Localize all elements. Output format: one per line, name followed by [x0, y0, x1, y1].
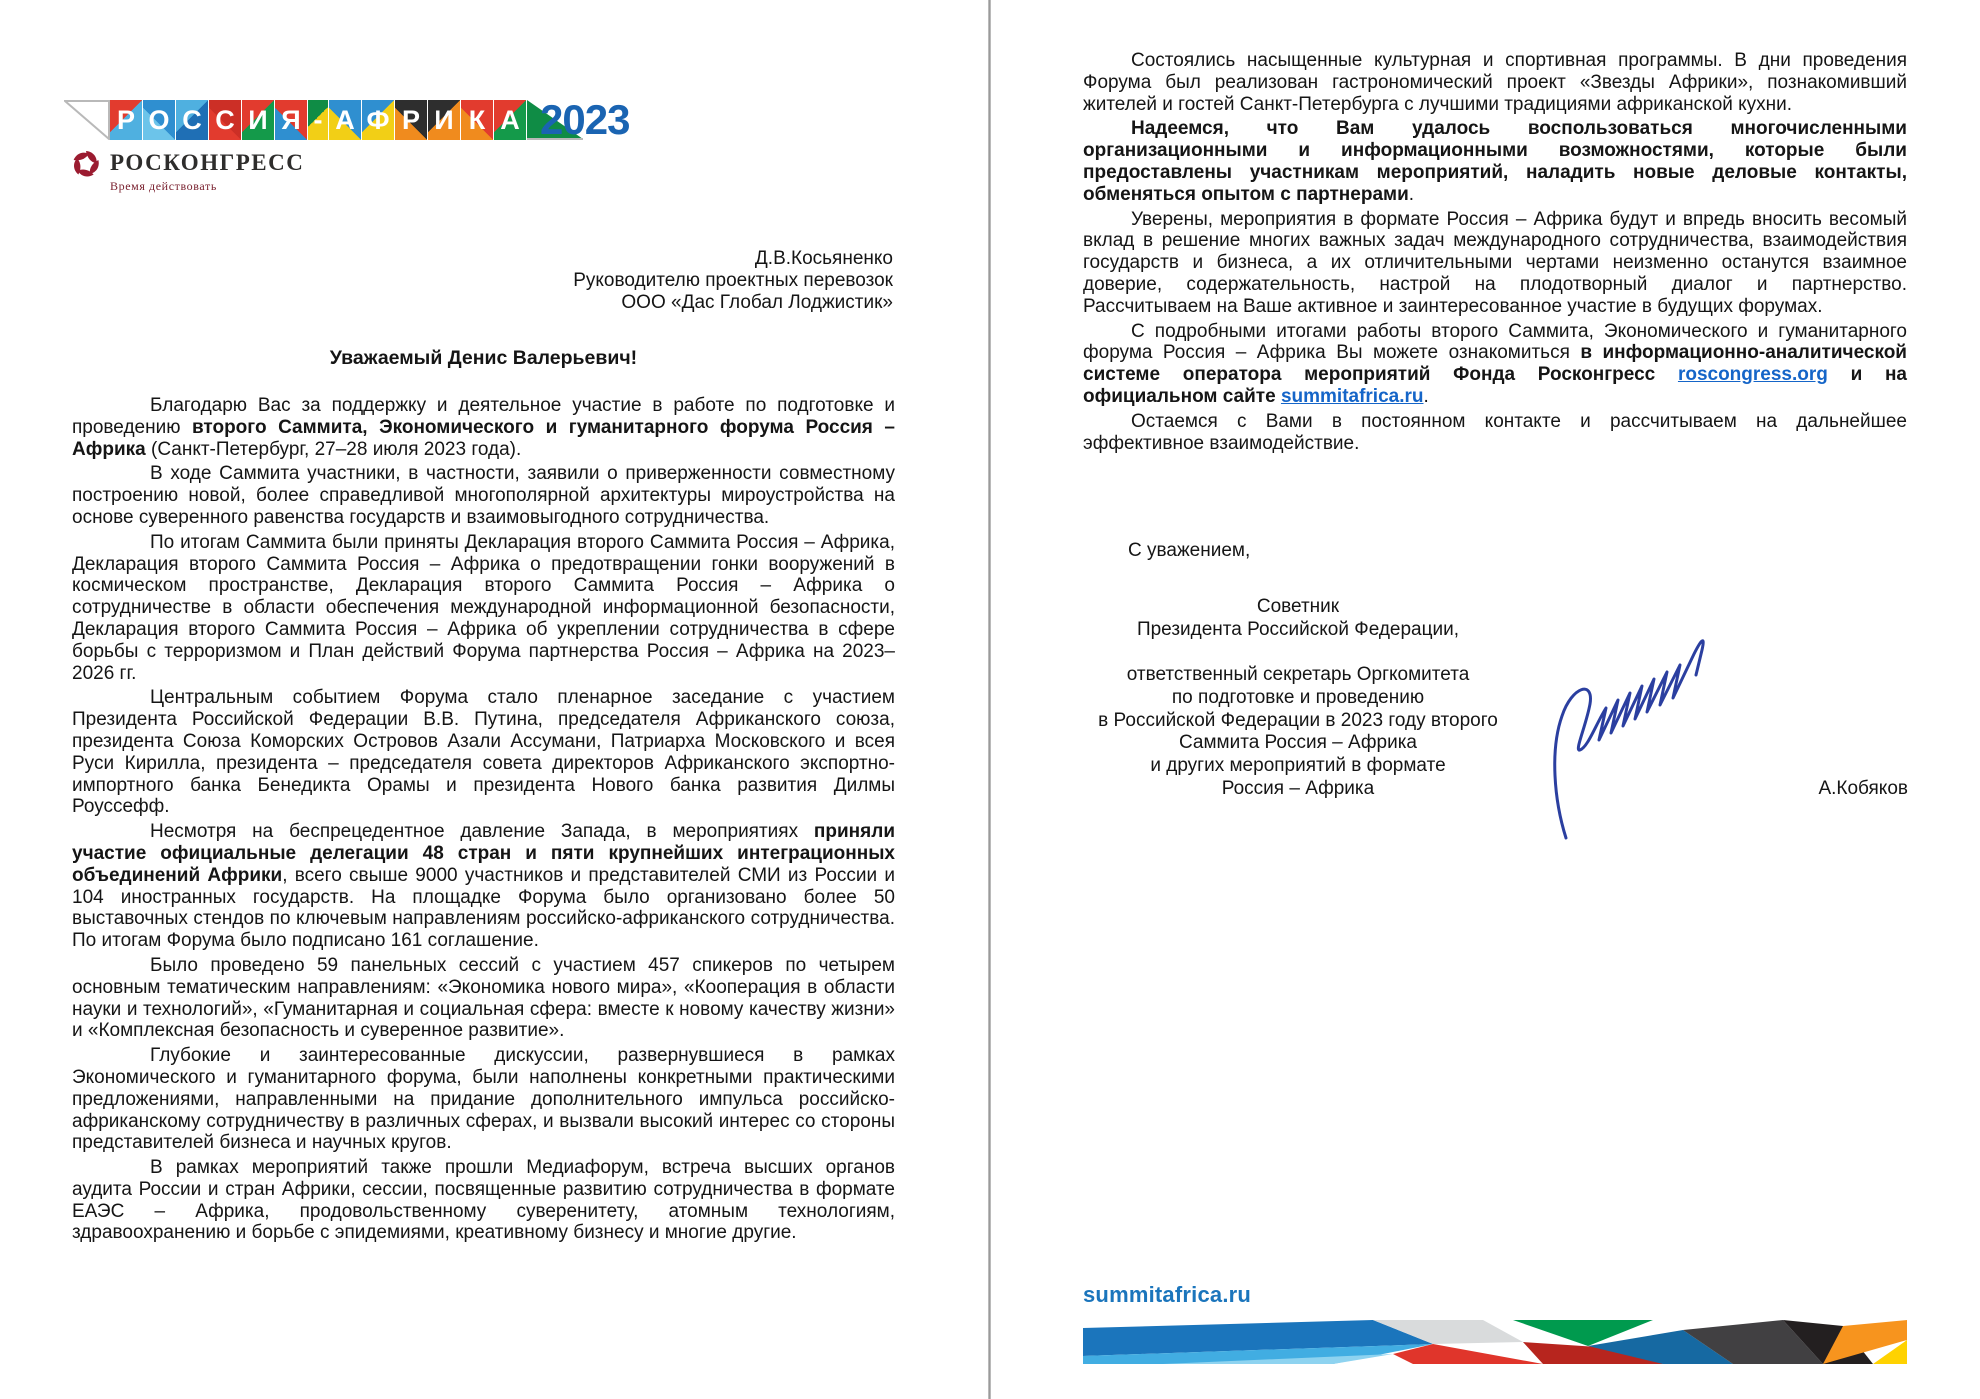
logo-letter-tile: Ф — [362, 100, 394, 140]
text-segment: (Санкт-Петербург, 27–28 июля 2023 года). — [145, 438, 522, 460]
roscongress-tagline: Время действовать — [110, 179, 217, 193]
logo-letter-tile: С — [209, 100, 241, 140]
text-segment: Состоялись насыщенные культурная и спортивная программы. В дни проведения Форума был реализован гастрономический проект «Звезды Африки», познакомивший жителей и гостей Санкт-Петербурга с лучшими традициями африканской кухни. — [1083, 50, 1907, 115]
roscongress-logo — [70, 148, 304, 194]
signature-title-line: по подготовке и проведению — [1171, 686, 1425, 708]
text-segment: Уверены, мероприятия в формате Россия – Африка будут и впредь вносить весомый вклад в решение многих важных задач международного сотрудничества, взаимодействия государств и бизнеса, а их отличительными чертами неизменно останутся взаимное доверие, содержательность, настрой на плодотворный диалог и партнерство. Рассчитываем на Ваше активное и заинтересованное участие в будущих форумах. — [1083, 208, 1907, 317]
paragraph — [72, 821, 895, 952]
salutation: Уважаемый Денис Валерьевич! — [329, 347, 638, 369]
paragraph — [72, 395, 895, 460]
paragraph — [72, 1157, 895, 1244]
text-segment: В ходе Саммита участники, в частности, заявили о приверженности совместному построению новой, более справедливой многополярной архитектуры мироустройства на основе суверенного равенства государств и взаимовыгодного сотрудничества. — [72, 463, 895, 528]
letter-page-1 — [0, 0, 989, 1399]
logo-leading-flag-icon — [64, 100, 110, 140]
logo-letter-tile: - — [308, 100, 328, 140]
logo-year: 2023 — [540, 96, 630, 143]
paragraph — [1083, 50, 1907, 115]
paragraph — [72, 1045, 895, 1154]
signature-title-line: Саммита Россия – Африка — [1178, 732, 1417, 754]
text-segment: Благодарю Вас за поддержку и деятельное участие в работе по подготовке и проведению — [72, 395, 895, 438]
paragraph — [1083, 411, 1907, 455]
addressee-block — [573, 248, 893, 314]
roscongress-pinwheel-icon — [70, 148, 102, 180]
handwritten-signature — [1536, 620, 1736, 840]
logo-letter-tile: О — [143, 100, 175, 140]
logo-letter-tile: Р — [395, 100, 427, 140]
text-segment: В рамках мероприятий также прошли Медиафорум, встреча высших органов аудита России и стран Африки, сессии, посвященные развитию сотрудничества в формате ЕАЭС – Африка, продовольственному суверенитету, атомным технологиям, здравоохранению и борьбе с эпидемиями, креативному бизнесу и многие другие. — [72, 1157, 895, 1244]
logo-letter-tile: К — [461, 100, 493, 140]
logo-letter-tile: С — [176, 100, 208, 140]
logo-letter-tile: Я — [275, 100, 307, 140]
text-segment: и на официальном сайте — [1083, 364, 1907, 407]
text-segment: Было проведено 59 панельных сессий с участием 457 спикеров по четырем основным тематическим направлениям: «Экономика нового мира», «Кооперация в области науки и технологий», «Гуманитарная и социальная сфера: вместе к новому качеству жизни» и «Комплексная безопасность и суверенное развитие». — [72, 954, 895, 1042]
paragraph — [72, 463, 895, 528]
logo-letter-tile: Р — [110, 100, 142, 140]
logo-letter-tile: И — [428, 100, 460, 140]
link-roscongress.org[interactable]: roscongress.org — [1677, 364, 1828, 386]
logo-letter-tiles — [110, 100, 527, 140]
text-segment: . — [1408, 183, 1415, 205]
logo-letter-tile: И — [242, 100, 274, 140]
text-segment: в информационно-аналитической системе оператора мероприятий Фонда Росконгресс — [1083, 342, 1907, 386]
signature-title-line: в Российской Федерации в 2023 году второго — [1098, 709, 1498, 731]
addressee-line: ООО «Дас Глобал Лоджистик» — [621, 292, 893, 313]
paragraph — [1083, 321, 1907, 408]
footer-stripe-graphic — [1083, 1320, 1907, 1364]
text-segment: Несмотря на беспрецедентное давление Запада, в мероприятиях — [150, 821, 814, 843]
paragraph — [1083, 118, 1907, 205]
logo-letter-tile: А — [494, 100, 526, 140]
text-segment: Центральным событием Форума стало пленарное заседание с участием Президента Российской Федерации В.В. Путина, председателя Африканского союза, президента Союза Коморских Островов Азали Ассумани, Патриарха Московского и всея Руси Кирилла, президента – председателя совета директоров Африканского экспортно-импортного банка Бенедикта Орамы и президента Нового банка развития Дилмы Роуссефф. — [72, 687, 895, 818]
text-segment: Глубокие и заинтересованные дискуссии, развернувшиеся в рамках Экономического и гуманитарного форума, были наполнены конкретными практическими предложениями, направленными на придание дополнительного импульса российско-африканскому сотрудничеству в различных сферах, и вызвали высокий интерес со стороны представителей бизнеса и научных кругов. — [72, 1045, 895, 1154]
closing-line: С уважением, — [1128, 540, 1251, 561]
signature-title-line — [1083, 641, 1513, 664]
letter-page-2 — [991, 0, 1980, 1399]
addressee-line: Руководителю проектных перевозок — [573, 270, 893, 291]
signature-title-line: и других мероприятий в формате — [1150, 754, 1446, 776]
text-segment: Надеемся, что Вам удалось воспользоваться многочисленными организационными и информационными возможностями, которые были предоставлены участникам мероприятий, наладить новые деловые контакты, обменяться опытом с партнерами — [1083, 118, 1907, 205]
text-segment: Остаемся с Вами в постоянном контакте и рассчитываем на дальнейшее эффективное взаимодействие. — [1083, 410, 1907, 454]
paragraph — [1083, 209, 1907, 318]
link-summitafrica.ru[interactable]: summitafrica.ru — [1280, 385, 1424, 407]
letter-body-page-1 — [72, 395, 895, 1247]
roscongress-name: РОСКОНГРЕСС — [110, 150, 305, 175]
paragraph — [72, 532, 895, 685]
addressee-line: Д.В.Косьяненко — [754, 248, 893, 269]
signature-title-line: Советник — [1256, 596, 1340, 617]
paragraph — [72, 955, 895, 1042]
signature-title-block — [1083, 596, 1513, 800]
text-segment: , всего свыше 9000 участников и представителей СМИ из России и 104 иностранных государств. На площадке Форума было организовано более 50 выставочных стендов по ключевым направлениям российско-африканского сотрудничества. По итогам Форума было подписано 161 соглашение. — [72, 864, 895, 952]
footer-website: summitafrica.ru — [1083, 1282, 1252, 1307]
text-segment: . — [1423, 385, 1429, 407]
signature-title-line: Россия – Африка — [1221, 777, 1375, 799]
signature-title-line: Президента Российской Федерации, — [1136, 618, 1460, 640]
signature-title-line: ответственный секретарь Оргкомитета — [1126, 664, 1470, 686]
russia-africa-logo — [64, 100, 583, 140]
text-segment: С подробными итогами работы второго Саммита, Экономического и гуманитарного форума Россия – Африка Вы можете ознакомиться — [1083, 320, 1907, 364]
logo-letter-tile: А — [329, 100, 361, 140]
text-segment: второго Саммита, Экономического и гуманитарного форума Россия – Африка — [72, 416, 895, 460]
text-segment: приняли участие официальные делегации 48 стран и пяти крупнейших интеграционных объединений Африки — [72, 821, 895, 886]
paragraph — [72, 687, 895, 818]
text-segment: По итогам Саммита были приняты Декларация второго Саммита Россия – Африка, Декларация второго Саммита Россия – Африка о предотвращении гонки вооружений в космическом пространстве, Декларация второго Саммита Россия – Африка о сотрудничестве в области обеспечения международной информационной безопасности, Декларация второго Саммита Россия – Африка об укреплении сотрудничества в сфере борьбы с терроризмом и План действий Форума партнерства Россия – Африка на 2023–2026 гг. — [72, 531, 895, 684]
signer-name: А.Кобяков — [1818, 778, 1908, 799]
letter-body-page-2 — [1083, 50, 1907, 457]
